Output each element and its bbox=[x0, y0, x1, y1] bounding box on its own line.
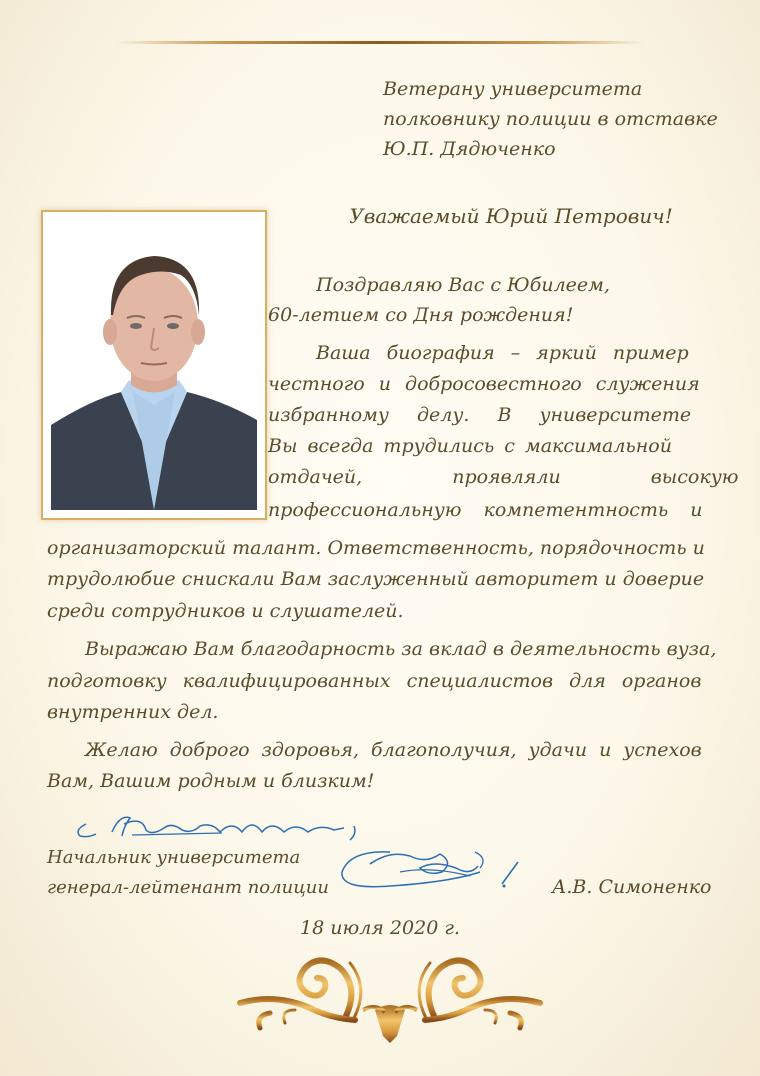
signatory-position bbox=[47, 843, 329, 903]
body-line: организаторский талант. Ответственность, порядочность и bbox=[47, 537, 705, 559]
body-line: среди сотрудников и слушателей. bbox=[47, 600, 404, 622]
addressee-line: полковнику полиции в отставке bbox=[383, 108, 718, 130]
addressee-line: Ветерану университета bbox=[383, 78, 643, 100]
addressee-line: Ю.П. Дядюченко bbox=[383, 138, 556, 160]
body-line: Выражаю Вам благодарность за вклад в деятельность вуза, bbox=[85, 638, 717, 660]
body-line: подготовку квалифицированных специалистов для органов bbox=[47, 670, 702, 692]
body-line: Поздравляю Вас с Юбилеем, bbox=[316, 274, 610, 296]
signatory-name: А.В. Симоненко bbox=[552, 876, 712, 898]
body-line: Вам, Вашим родным и близким! bbox=[47, 770, 375, 792]
body-line: честного и добросовестного служения bbox=[268, 373, 700, 395]
portrait-frame bbox=[41, 210, 267, 520]
portrait-photo bbox=[51, 220, 257, 510]
body-line: 60-летием со Дня рождения! bbox=[268, 304, 574, 326]
signature-icon bbox=[330, 842, 540, 897]
body-line: отдачей, проявляли высокую bbox=[268, 466, 739, 488]
body-line: Вы всегда трудились с максимальной bbox=[268, 435, 672, 457]
addressee-block bbox=[383, 74, 718, 164]
portrait-image bbox=[51, 220, 257, 510]
body-line: внутренних дел. bbox=[47, 701, 219, 723]
signatory-position-line: Начальник университета bbox=[47, 847, 301, 868]
body-line: профессиональную компетентность и bbox=[268, 499, 703, 521]
body-line: трудолюбие снискали Вам заслуженный авторитет и доверие bbox=[47, 568, 705, 590]
signatory-position-line: генерал-лейтенант полиции bbox=[47, 877, 329, 898]
letter-date: 18 июля 2020 г. bbox=[300, 917, 460, 939]
salutation: Уважаемый Юрий Петрович! bbox=[349, 204, 673, 228]
body-line: избранному делу. В университете bbox=[268, 404, 692, 426]
body-line: Желаю доброго здоровья, благополучия, удачи и успехов bbox=[85, 739, 702, 761]
top-gold-divider bbox=[115, 41, 645, 44]
handwritten-note-with-respect bbox=[72, 810, 372, 842]
gold-scroll-ornament-icon bbox=[235, 948, 545, 1043]
body-line: Ваша биография – яркий пример bbox=[316, 342, 689, 364]
